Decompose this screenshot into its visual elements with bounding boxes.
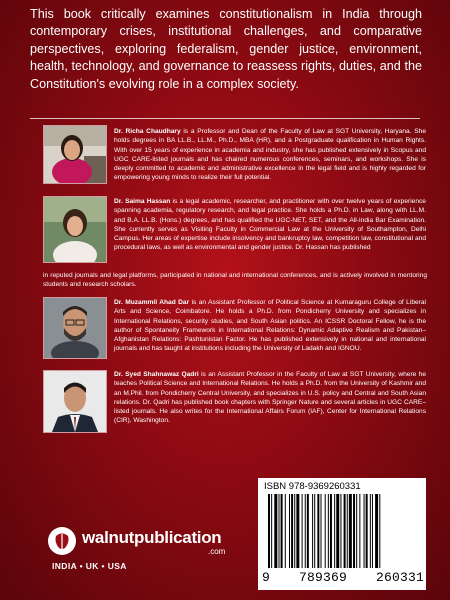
author-bio-4: Dr. Syed Shahnawaz Qadri is an Assistant Professor in the Faculty of Law at SGT University, where he teaches Political Science and International Relations. He holds a Ph.D. from the University of Kashmir and an M.Phil. from Pondicherry Central University, and specializes in U.S. policy and Central and South Asian relations. Dr. Qadri has published book chapters with Springer Nature and several articles in UGC CARE–listed journals. He also writes for the International Affairs Forum (IAF), Center for International Relations (CIR), Washington.	[114, 371, 426, 425]
divider	[30, 118, 420, 119]
book-blurb: This book critically examines constitutionalism in India through contemporary crises, institutional challenges, and comparative perspectives, exploring federalism, gender justice, environment, health, technology, and governance to reassess rights, duties, and the Constitution's evolving role in a complex society.	[30, 7, 422, 91]
walnut-logo-icon	[48, 527, 76, 555]
author-photo-syed-shahnawaz-qadri	[43, 370, 107, 433]
isbn-label: ISBN 978-9369260331	[264, 481, 361, 492]
author-bio-3: Dr. Muzammil Ahad Dar is an Assistant Professor of Political Science at Kumaraguru College of Liberal Arts and Science, Coimbatore. He holds a Ph.D. from Pondicherry University and specializes in International Relations, security studies, and South Asian politics. An ICSSR Doctoral Fellow, he is the author of Spontaneity Framework in International Relations: Dynamic Adaptive Realism and Pakistan–Afghanistan Relations: Pashtunistan Factor. He has published extensively in national and international journals and has taught at institutions including the University of Ladakh and IGNOU.	[114, 299, 426, 353]
publisher-regions: INDIA • UK • USA	[52, 561, 127, 571]
author-photo-saima-hassan	[43, 196, 107, 263]
author-photo-muzammil-ahad-dar	[43, 297, 107, 359]
barcode-icon	[268, 494, 418, 568]
author-bio-1: Dr. Richa Chaudhary is a Professor and Dean of the Faculty of Law at SGT University, Haryana. She holds degrees in BA LL.B., LL.M., Ph.D., MBA (HR), and a Postgraduate qualification in Human Rights. With over 15 years of experience in academia and industry, she has published extensively in Scopus and UGC CARE-listed journals and has chaired numerous conferences, seminars, and workshops. She is deeply committed to academic and administrative excellence in the legal field and is highly regarded for empowering young minds to realize their full potential.	[114, 128, 426, 182]
publisher-name: walnutpublication	[82, 528, 222, 547]
publisher-logo	[48, 523, 238, 583]
author-bio-2: Dr. Saima Hassan is a legal academic, researcher, and practitioner with over twelve years of experience spanning academia, regulatory research, and legal practice. She holds a Ph.D. in Law, along with LL.M. and B.A. LL.B. (Hons.) degrees, and has qualified the UGC-NET, SET, and the All-India Bar Examination. She currently serves as Visiting Faculty in Commercial Law at the University of Southampton, Delhi Campus. Her areas of expertise include insolvency and bankruptcy law, competition law, constitutional and procedural laws, as well as environmental and gender justice. Dr. Hassan has published	[114, 198, 426, 252]
isbn-barcode-block	[258, 478, 426, 590]
author-bio-2-continued: in reputed journals and legal platforms, participated in national and international conferences, and is actively involved in mentoring students and research scholars.	[43, 272, 427, 289]
author-photo-richa-chaudhary	[43, 125, 107, 184]
barcode-digits: 9 789369 260331	[262, 570, 424, 585]
publisher-domain: .com	[208, 547, 226, 556]
